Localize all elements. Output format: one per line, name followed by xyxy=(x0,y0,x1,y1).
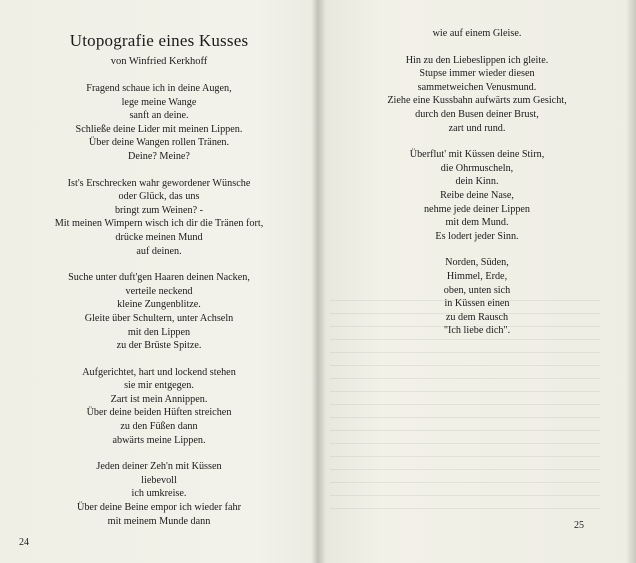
poem-line: nehme jede deiner Lippen xyxy=(423,203,531,215)
page-number-right: 25 xyxy=(574,520,584,531)
poem-line: dein Kinn. xyxy=(455,176,499,188)
poem-line: zu den Füßen dann xyxy=(120,421,198,433)
poem-line: oben, unten sich xyxy=(443,284,511,296)
stanza xyxy=(318,148,636,243)
poem-line: "Ich liebe dich". xyxy=(443,325,511,337)
poem-line: Aufgerichtet, hart und lockend stehen xyxy=(82,366,236,378)
poem-line: drücke meinen Mund xyxy=(115,231,203,243)
page-number-left: 24 xyxy=(19,537,29,548)
poem-line: Norden, Süden, xyxy=(445,257,509,269)
poem-line: lege meine Wange xyxy=(121,96,197,108)
poem-line: zu der Brüste Spitze. xyxy=(116,340,202,352)
poem-line: Hin zu den Liebeslippen ich gleite. xyxy=(405,54,549,66)
stanza xyxy=(0,366,318,448)
poem-line: wie auf einem Gleise. xyxy=(432,28,522,39)
poem-line: Reibe deine Nase, xyxy=(440,189,514,201)
poem-line: liebevoll xyxy=(141,474,177,486)
poem-line: kleine Zungenblitze. xyxy=(117,299,201,311)
poem-line: Gleite über Schultern, unter Achseln xyxy=(84,312,234,324)
poem-line: sammetweichen Venusmund. xyxy=(417,81,537,93)
right-page xyxy=(318,0,636,563)
poem-line: zu dem Rausch xyxy=(445,311,509,323)
left-poem-body xyxy=(0,82,318,541)
poem-line: die Ohrmuscheln, xyxy=(440,162,514,174)
poem-line: Himmel, Erde, xyxy=(446,270,508,282)
poem-line: Schließe deine Lider mit meinen Lippen. xyxy=(75,123,243,135)
poem-line: Überflut' mit Küssen deine Stirn, xyxy=(409,149,545,161)
poem-line: zart und rund. xyxy=(448,122,506,134)
poem-line: durch den Busen deiner Brust, xyxy=(415,108,539,120)
poem-author: von Winfried Kerkhoff xyxy=(110,56,208,67)
poem-line: in Küssen einen xyxy=(444,298,510,310)
poem-title: Utopografie eines Kusses xyxy=(69,31,249,50)
poem-line: ich umkreise. xyxy=(131,488,187,500)
poem-line: Über deine beiden Hüften streichen xyxy=(86,407,232,419)
poem-line: mit dem Mund. xyxy=(445,217,509,229)
poem-line: Es lodert jeder Sinn. xyxy=(435,230,519,242)
stanza xyxy=(318,256,636,338)
right-poem-body xyxy=(318,27,636,351)
poem-line: sie mir entgegen. xyxy=(124,380,194,392)
poem-line: Ist's Erschrecken wahr gewordener Wünsche xyxy=(67,177,251,189)
poem-line: Jeden deiner Zeh'n mit Küssen xyxy=(96,461,222,473)
stanza xyxy=(0,177,318,259)
poem-line: oder Glück, das uns xyxy=(118,191,200,203)
stanza xyxy=(0,460,318,528)
poem-line: Über deine Beine empor ich wieder fahr xyxy=(76,502,242,514)
poem-line: Stupse immer wieder diesen xyxy=(419,68,535,80)
stanza xyxy=(318,54,636,136)
poem-line: Deine? Meine? xyxy=(128,150,190,162)
poem-line: bringt zum Weinen? - xyxy=(114,204,204,216)
stanza xyxy=(318,27,636,41)
poem-line: Zart ist mein Annippen. xyxy=(110,393,208,405)
poem-line: Fragend schaue ich in deine Augen, xyxy=(86,83,232,94)
poem-line: mit meinem Munde dann xyxy=(107,515,211,527)
poem-line: mit den Lippen xyxy=(127,326,191,338)
poem-line: Mit meinen Wimpern wisch ich dir die Tränen fort, xyxy=(54,218,264,230)
poem-line: Suche unter duft'gen Haaren deinen Nacken, xyxy=(68,272,250,284)
poem-line: sanft an deine. xyxy=(129,110,189,122)
poem-line: Über deine Wangen rollen Tränen. xyxy=(88,137,230,149)
poem-line: Ziehe eine Kussbahn aufwärts zum Gesicht, xyxy=(387,95,567,107)
poem-line: auf deinen. xyxy=(136,245,182,257)
stanza xyxy=(0,271,318,353)
poem-line: verteile neckend xyxy=(125,285,193,297)
poem-line: abwärts meine Lippen. xyxy=(112,434,206,446)
stanza xyxy=(0,82,318,164)
